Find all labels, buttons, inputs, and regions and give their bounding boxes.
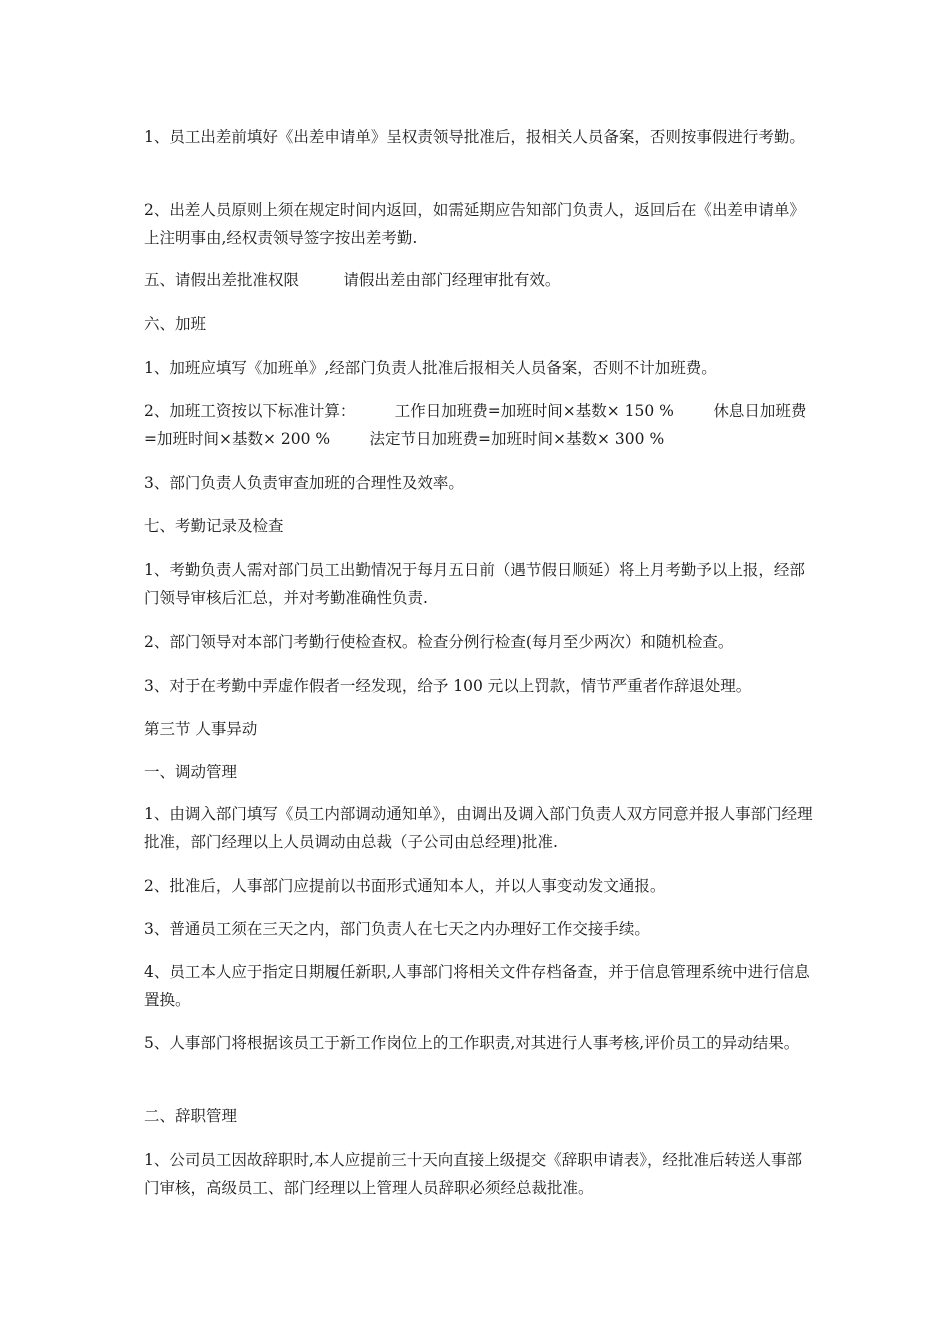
heading-overtime: 六、加班 [144, 315, 207, 333]
heading-section-three: 第三节 人事异动 [144, 720, 258, 738]
heading-leave-approval-authority: 五、请假出差批准权限 请假出差由部门经理审批有效。 [144, 271, 561, 289]
heading-transfer-management: 一、调动管理 [144, 763, 238, 781]
paragraph-resignation-application: 1、公司员工因故辞职时,本人应提前三十天向直接上级提交《辞职申请表》，经批准后转送人事部门审核，高级员工、部门经理以上管理人员辞职必须经总裁批准。 [144, 1151, 803, 1197]
paragraph-attendance-penalty: 3、对于在考勤中弄虚作假者一经发现，给予 100 元以上罚款，情节严重者作辞退处理。 [144, 677, 752, 695]
paragraph-attendance-report: 1、考勤负责人需对部门员工出勤情况于每月五日前（遇节假日顺延）将上月考勤予以上报，经部门领导审核后汇总，并对考勤准确性负责. [144, 561, 805, 607]
heading-attendance-records: 七、考勤记录及检查 [144, 517, 284, 535]
paragraph-overtime-pay: 2、加班工资按以下标准计算： 工作日加班费=加班时间×基数× 150 % 休息日加班费=加班时间×基数× 200 % 法定节日加班费=加班时间×基数× 300 % [144, 402, 807, 448]
paragraph-attendance-inspection: 2、部门领导对本部门考勤行使检查权。检查分例行检查(每月至少两次）和随机检查。 [144, 633, 734, 651]
heading-resignation-management: 二、辞职管理 [144, 1107, 238, 1125]
paragraph-transfer-approval: 1、由调入部门填写《员工内部调动通知单》，由调出及调入部门负责人双方同意并报人事部门经理批准，部门经理以上人员调动由总裁（子公司由总经理)批准. [144, 805, 813, 851]
paragraph-handover: 3、普通员工须在三天之内，部门负责人在七天之内办理好工作交接手续。 [144, 920, 650, 938]
paragraph-overtime-review: 3、部门负责人负责审查加班的合理性及效率。 [144, 474, 464, 492]
paragraph-overtime-form: 1、加班应填写《加班单》,经部门负责人批准后报相关人员备案，否则不计加班费。 [144, 359, 717, 377]
paragraph-business-trip-return: 2、出差人员原则上须在规定时间内返回，如需延期应告知部门负责人，返回后在《出差申请单》上注明事由,经权责领导签字按出差考勤. [144, 201, 805, 247]
paragraph-transfer-evaluation: 5、人事部门将根据该员工于新工作岗位上的工作职责,对其进行人事考核,评价员工的异动结果。 [144, 1034, 800, 1052]
paragraph-transfer-notice: 2、批准后，人事部门应提前以书面形式通知本人，并以人事变动发文通报。 [144, 877, 666, 895]
paragraph-business-trip-application: 1、员工出差前填好《出差申请单》呈权责领导批准后，报相关人员备案，否则按事假进行考勤。 [144, 128, 805, 146]
paragraph-new-post: 4、员工本人应于指定日期履任新职,人事部门将相关文件存档备查，并于信息管理系统中进行信息置换。 [144, 963, 810, 1009]
